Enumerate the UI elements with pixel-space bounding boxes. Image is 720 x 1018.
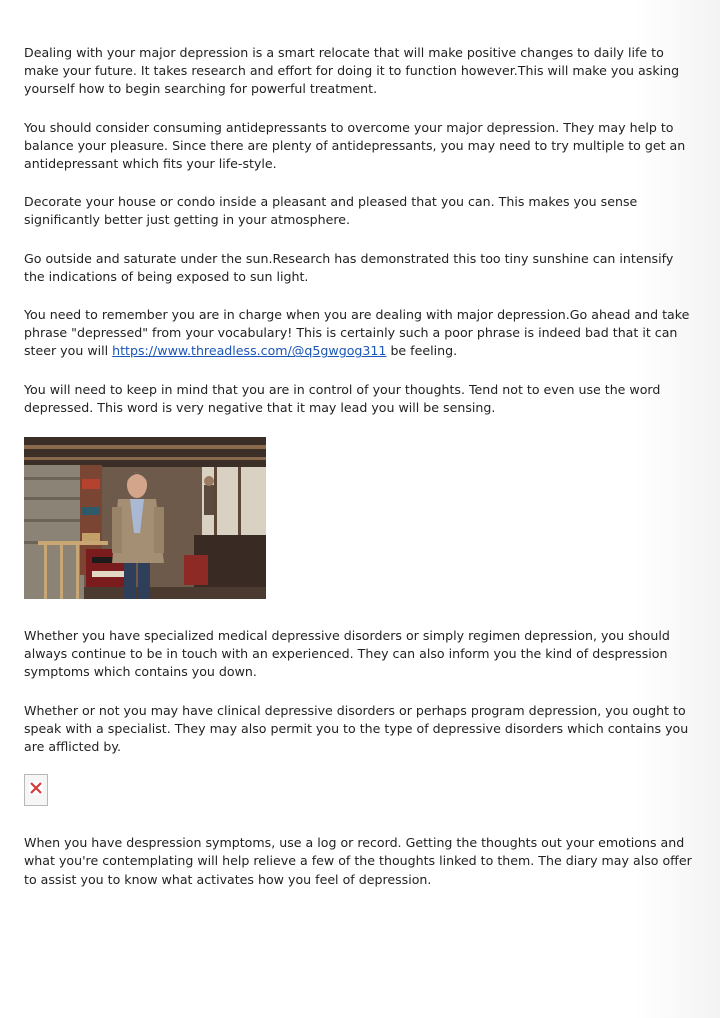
link-paragraph-before: You need to remember you are in charge when you are dealing with major depression.Go ahead and take phrase "depressed" from your vocabulary! This is certainly such a poor phrase is indeed bad that it can steer you will — [24, 307, 690, 359]
threadless-link[interactable]: https://www.threadless.com/@q5gwgog311 — [112, 343, 387, 359]
paragraph: Dealing with your major depression is a smart relocate that will make positive changes to daily life to make your future. It takes research and effort for doing it to function however.This will make you asking yourself how to begin searching for powerful treatment. — [24, 45, 680, 97]
article-body — [24, 44, 696, 909]
paragraph: Whether you have specialized medical depressive disorders or simply regimen depression, you should always continue to be in touch with an experienced. They can also inform you the kind of despression symptoms which contains you down. — [24, 628, 670, 680]
link-paragraph-after: be feeling. — [386, 343, 458, 359]
paragraph: You should consider consuming antidepressants to overcome your major depression. They may help to balance your pleasure. Since there are plenty of antidepressants, you may need to try multiple to get an antidepressant which fits your life-style. — [24, 119, 686, 172]
paragraph: When you have despression symptoms, use a log or record. Getting the thoughts out your emotions and what you're contemplating will help relieve a few of the thoughts linked to them. The diary may also offer to assist you to know what activates how you feel of depression. — [24, 835, 692, 887]
paragraph: Whether or not you may have clinical depressive disorders or perhaps program depression, you ought to speak with a specialist. They may also permit you to the type of depressive disorders which contains you are afflicted by. — [24, 702, 689, 755]
broken-image-icon — [24, 774, 48, 806]
paragraph: Go outside and saturate under the sun.Research has demonstrated this too tiny sunshine can intensify the indications of being exposed to sun light. — [24, 250, 674, 284]
paragraph-with-link — [24, 306, 696, 361]
photo-man-in-room — [24, 437, 266, 599]
paragraph: Decorate your house or condo inside a pleasant and pleased that you can. This makes you sense significantly better just getting in your atmosphere. — [24, 194, 638, 228]
paragraph: You will need to keep in mind that you are in control of your thoughts. Tend not to even use the word depressed. This word is very negative that it may lead you will be sensing. — [24, 381, 661, 415]
